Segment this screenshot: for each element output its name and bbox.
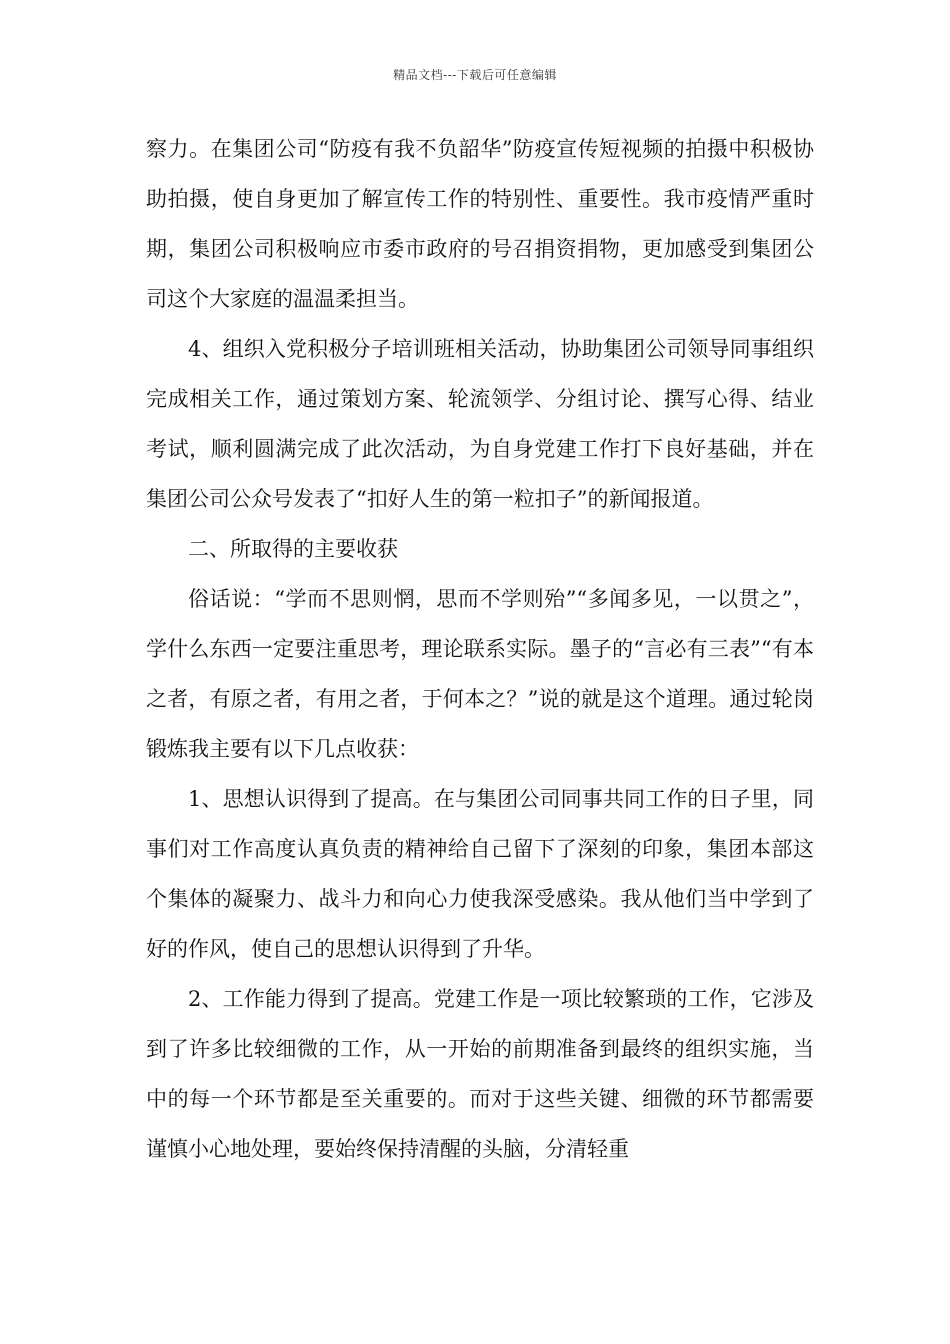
paragraph-item-2: 2、工作能力得到了提高。党建工作是一项比较繁琐的工作，它涉及到了许多比较细微的工作，从一开始的前期准备到最终的组织实施，当中的每一个环节都是至关重要的。而对于这些关键、细微的环节都需要谨慎小心地处理，要始终保持清醒的头脑，分清轻重: [146, 987, 814, 1161]
document-body: [146, 124, 814, 1174]
paragraph-item-4: 4、组织入党积极分子培训班相关活动，协助集团公司领导同事组织完成相关工作，通过策划方案、轮流领学、分组讨论、撰写心得、结业考试，顺利圆满完成了此次活动，为自身党建工作打下良好基础，并在集团公司公众号发表了“扣好人生的第一粒扣子”的新闻报道。: [146, 337, 814, 511]
section-heading: 二、所取得的主要收获: [188, 537, 398, 561]
page-header: 精品文档---下载后可任意编辑: [393, 68, 557, 82]
paragraph-continuation: 察力。在集团公司“防疫有我不负韶华”防疫宣传短视频的拍摄中积极协助拍摄，使自身更加了解宣传工作的特别性、重要性。我市疫情严重时期，集团公司积极响应市委市政府的号召捐资捐物，更加感受到集团公司这个大家庭的温温柔担当。: [146, 137, 814, 311]
paragraph-intro: 俗话说：“学而不思则惘，思而不学则殆”“多闻多见，一以贯之”，学什么东西一定要注重思考，理论联系实际。墨子的“言必有三表”“有本之者，有原之者，有用之者，于何本之？”说的就是这个道理。通过轮岗锻炼我主要有以下几点收获：: [146, 587, 814, 761]
paragraph-item-1: 1、思想认识得到了提高。在与集团公司同事共同工作的日子里，同事们对工作高度认真负责的精神给自己留下了深刻的印象，集团本部这个集体的凝聚力、战斗力和向心力使我深受感染。我从他们当中学到了好的作风，使自己的思想认识得到了升华。: [146, 787, 814, 961]
